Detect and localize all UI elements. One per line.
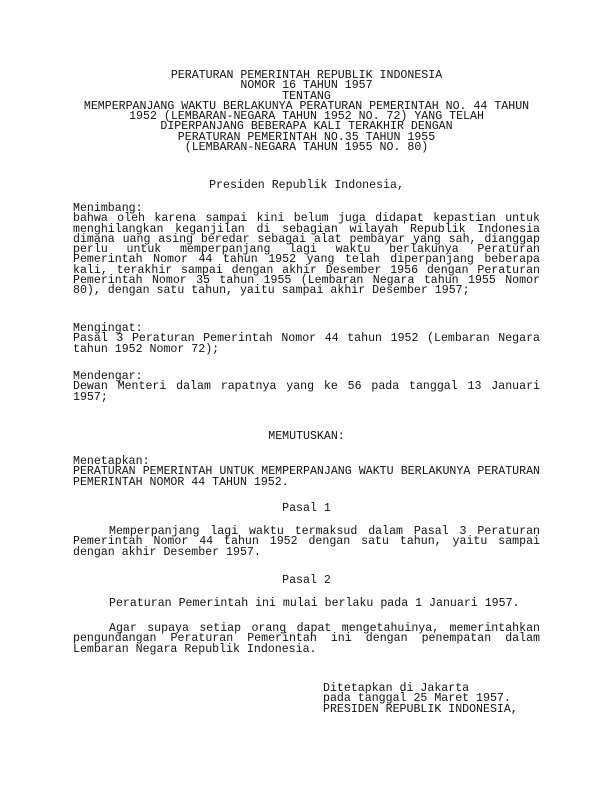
pasal-2-promulgation-text: Agar supaya setiap orang dapat mengetahuinya, memerintahkan pengundangan Peraturan Pemerintah ini dengan penempatan dalam Lembaran Negara Republik Indonesia. <box>73 622 540 656</box>
title-line: 1952 (LEMBARAN-NEGARA TAHUN 1952 NO. 72) YANG TELAH <box>129 110 484 124</box>
mendengar-section <box>73 372 540 403</box>
title-line: TENTANG <box>282 89 331 103</box>
section-text: PERATURAN PEMERINTAH UNTUK MEMPERPANJANG WAKTU BERLAKUNYA PERATURAN PEMERINTAH NOMOR 44 TAHUN 1952. <box>73 465 540 489</box>
pasal-2-text: Peraturan Pemerintah ini mulai berlaku pada 1 Januari 1957. <box>109 597 520 610</box>
president-heading: Presiden Republik Indonesia, <box>209 179 404 192</box>
title-line: PERATURAN PEMERINTAH NO.35 TAHUN 1955 <box>177 130 436 144</box>
document-title <box>73 71 540 153</box>
title-line: NOMOR 16 TAHUN 1957 <box>240 79 373 93</box>
mengingat-section <box>73 324 540 355</box>
signature-place: Ditetapkan di Jakarta <box>323 682 470 695</box>
menimbang-section <box>73 204 540 297</box>
signature-office: PRESIDEN REPUBLIK INDONESIA, <box>323 702 518 716</box>
menetapkan-section <box>73 457 540 488</box>
section-label: Mengingat: <box>73 322 143 335</box>
pasal-1-text: Memperpanjang lagi waktu termaksud dalam Pasal 3 Peraturan Pemerintah Nomor 44 tahun 1952 dengan satu tahun, yaitu sampai dengan akhir Desember 1957. <box>73 525 540 559</box>
memutuskan-heading: MEMUTUSKAN: <box>268 430 345 443</box>
section-label: Menimbang: <box>73 202 143 215</box>
signature-block <box>323 684 518 715</box>
section-text: bahwa oleh karena sampai kini belum juga didapat kepastian untuk menghilangkan keganjilan di sebagian wilayah Republik Indonesia dimana uang asing beredar sebagai alat pembayar yang sah, dianggap perlu untuk memperpanjang lagi waktu berlakunya Peraturan Pemerintah Nomor 44 tahun 1952 yang telah diperpanjang beberapa kali, terakhir sampai dengan akhir Desember 1956 dengan Peraturan Pemerintah Nomor 35 tahun 1955 (Lembaran Negara tahun 1955 Nomor 80), dengan satu tahun, yaitu sampai akhir Desember 1957; <box>73 212 540 298</box>
title-line: (LEMBARAN-NEGARA TAHUN 1955 NO. 80) <box>184 141 429 155</box>
pasal-1-heading: Pasal 1 <box>282 502 331 515</box>
title-line: MEMPERPANJANG WAKTU BERLAKUNYA PERATURAN PEMERINTAH NO. 44 TAHUN <box>83 99 530 113</box>
section-text: Dewan Menteri dalam rapatnya yang ke 56 pada tanggal 13 Januari 1957; <box>73 380 540 404</box>
section-label: Mendengar: <box>73 370 143 383</box>
section-label: Menetapkan: <box>73 455 150 468</box>
signature-date: pada tanggal 25 Maret 1957. <box>323 692 511 706</box>
title-line: DIPERPANJANG BEBERAPA KALI TERAKHIR DENGAN <box>160 120 453 134</box>
pasal-2-heading: Pasal 2 <box>282 574 331 587</box>
section-text: Pasal 3 Peraturan Pemerintah Nomor 44 tahun 1952 (Lembaran Negara tahun 1952 Nomor 72); <box>73 332 540 356</box>
title-line: PERATURAN PEMERINTAH REPUBLIK INDONESIA <box>170 69 443 82</box>
